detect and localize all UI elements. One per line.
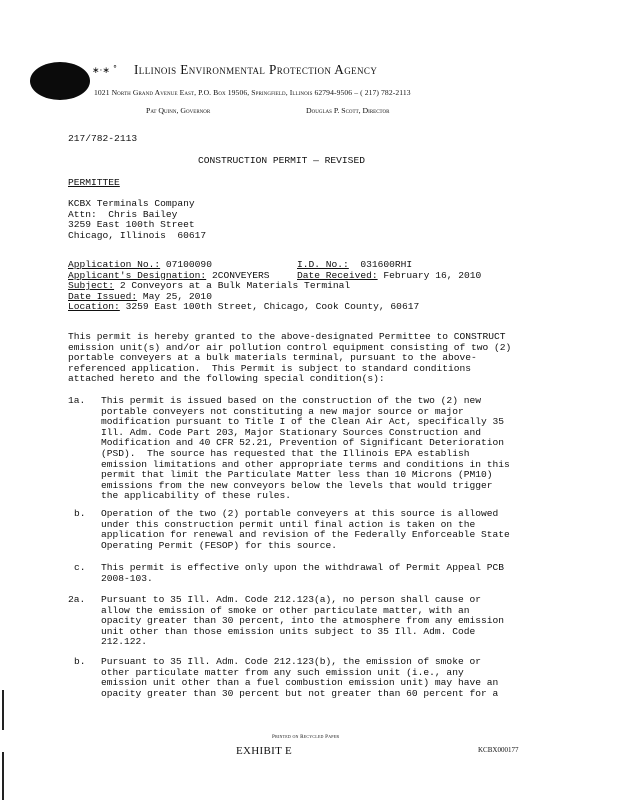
condition-line: This permit is effective only upon the withdrawal of Permit Appeal PCB [101,562,505,573]
condition-line: opacity greater than 30 percent but not greater than 60 percent for a [101,687,499,699]
condition-line: This permit is issued based on the construction of the two (2) new [101,395,481,406]
condition-line: other particulate matter from any such emission unit (i.e., any [101,666,464,678]
application-no-value: 07100090 [165,259,212,270]
condition-line: allow the emission of smoke or other particulate matter, with an [101,604,470,616]
application-no-label: Application No.: [68,259,161,270]
permittee-heading: PERMITTEE [68,177,120,188]
permittee-line: KCBX Terminals Company [68,198,195,209]
designation-label: Applicant's Designation: [68,269,207,281]
condition-text [101,509,510,551]
condition-line: portable conveyers not constituting a new major source or major [101,405,464,417]
scan-margin-line [2,690,4,730]
intro-line: referenced application. This Permit is subject to standard conditions [68,362,472,374]
condition-line: Pursuant to 35 Ill. Adm. Code 212.123(b), the emission of smoke or [101,656,481,667]
intro-line: portable conveyers at a bulk materials terminal, pursuant to the above- [68,352,477,364]
condition-label: b. [74,656,86,667]
subject-value: 2 Conveyors at a Bulk Materials Terminal [119,280,351,292]
condition-line: Modification and 40 CFR 52.21, Prevention of Significant Deterioration [101,437,505,449]
permittee-line: Chicago, Illinois 60617 [68,229,207,241]
intro-paragraph [68,332,511,385]
condition-line: Operating Permit (FESOP) for this source. [101,539,338,551]
condition-label: b. [74,508,86,519]
condition-label: c. [74,562,86,573]
governor-name: Pat Quinn, Governor [146,106,211,115]
agency-logo-marks: ∗·∗ ˚ [92,66,118,76]
condition-line: Operation of the two (2) portable conveyers at this source is allowed [101,508,499,519]
scan-margin-line [2,752,4,800]
id-no-label: I.D. No.: [297,259,349,270]
location-value: 3259 East 100th Street, Chicago, Cook County, 60617 [125,301,420,313]
agency-name: Illinois Environmental Protection Agency [134,62,378,77]
condition-line: permit that limit the Particulate Matter less than 10 Microns (PM10) [101,469,493,481]
exhibit-label: EXHIBIT E [236,745,292,757]
recycled-paper-note: Printed on Recycled Paper [272,734,340,740]
condition-line: emissions from the new conveyors below the levels that would trigger [101,479,493,491]
agency-seal-logo [30,62,90,100]
location-row [68,302,419,313]
bates-number: KCBX000177 [478,746,519,754]
condition-label: 1a. [68,395,86,406]
intro-line: This permit is hereby granted to the above-designated Permittee to CONSTRUCT [68,331,506,342]
date-received-value: February 16, 2010 [383,269,482,281]
condition-line: Ill. Adm. Code Part 203, Major Stationary Sources Construction and [101,426,481,438]
permittee-address [68,199,206,241]
condition-text [101,657,498,699]
condition-line: unit other than those emission units subject to 35 Ill. Adm. Code [101,625,476,637]
designation-value: 2CONVEYERS [211,269,270,281]
intro-line: attached hereto and the following special condition(s): [68,373,385,385]
condition-line: Pursuant to 35 Ill. Adm. Code 212.123(a), no person shall cause or [101,594,481,605]
director-name: Douglas P. Scott, Director [306,106,390,115]
document-title: CONSTRUCTION PERMIT — REVISED [198,155,365,166]
id-no-value: 031600RHI [360,259,413,270]
agency-address: 1021 North Grand Avenue East, P.O. Box 19506, Springfield, Illinois 62794-9506 – ( 217) 782-2113 [94,88,411,97]
condition-line: 2008-103. [101,572,153,584]
condition-line: the applicability of these rules. [101,490,291,502]
date-issued-label: Date Issued: [68,290,138,302]
condition-line: modification pursuant to Title I of the Clean Air Act, specifically 35 [101,416,505,428]
condition-line: (PSD). The source has requested that the Illinois EPA establish [101,447,470,459]
phone-number: 217/782-2113 [68,133,138,144]
condition-label: 2a. [68,594,86,605]
date-received-label: Date Received: [297,269,378,281]
location-label: Location: [68,301,120,313]
condition-text [101,595,504,648]
condition-line: 212.122. [101,636,148,648]
subject-label: Subject: [68,280,115,292]
condition-text [101,563,504,584]
condition-line: opacity greater than 30 percent, into the atmosphere from any emission [101,615,505,627]
intro-line: emission unit(s) and/or air pollution control equipment consisting of two (2) [68,341,512,353]
date-issued-value: May 25, 2010 [142,290,212,302]
condition-line: emission limitations and other appropriate terms and conditions in this [101,458,510,470]
permittee-line: 3259 East 100th Street [68,219,195,231]
permittee-line: Attn: Chris Bailey [68,208,178,220]
condition-line: application for renewal and revision of the Federally Enforceable State [101,529,510,541]
condition-line: under this construction permit until final action is taken on the [101,518,476,530]
condition-line: emission unit other than a fuel combustion emission unit) may have an [101,677,499,689]
condition-text [101,396,510,502]
